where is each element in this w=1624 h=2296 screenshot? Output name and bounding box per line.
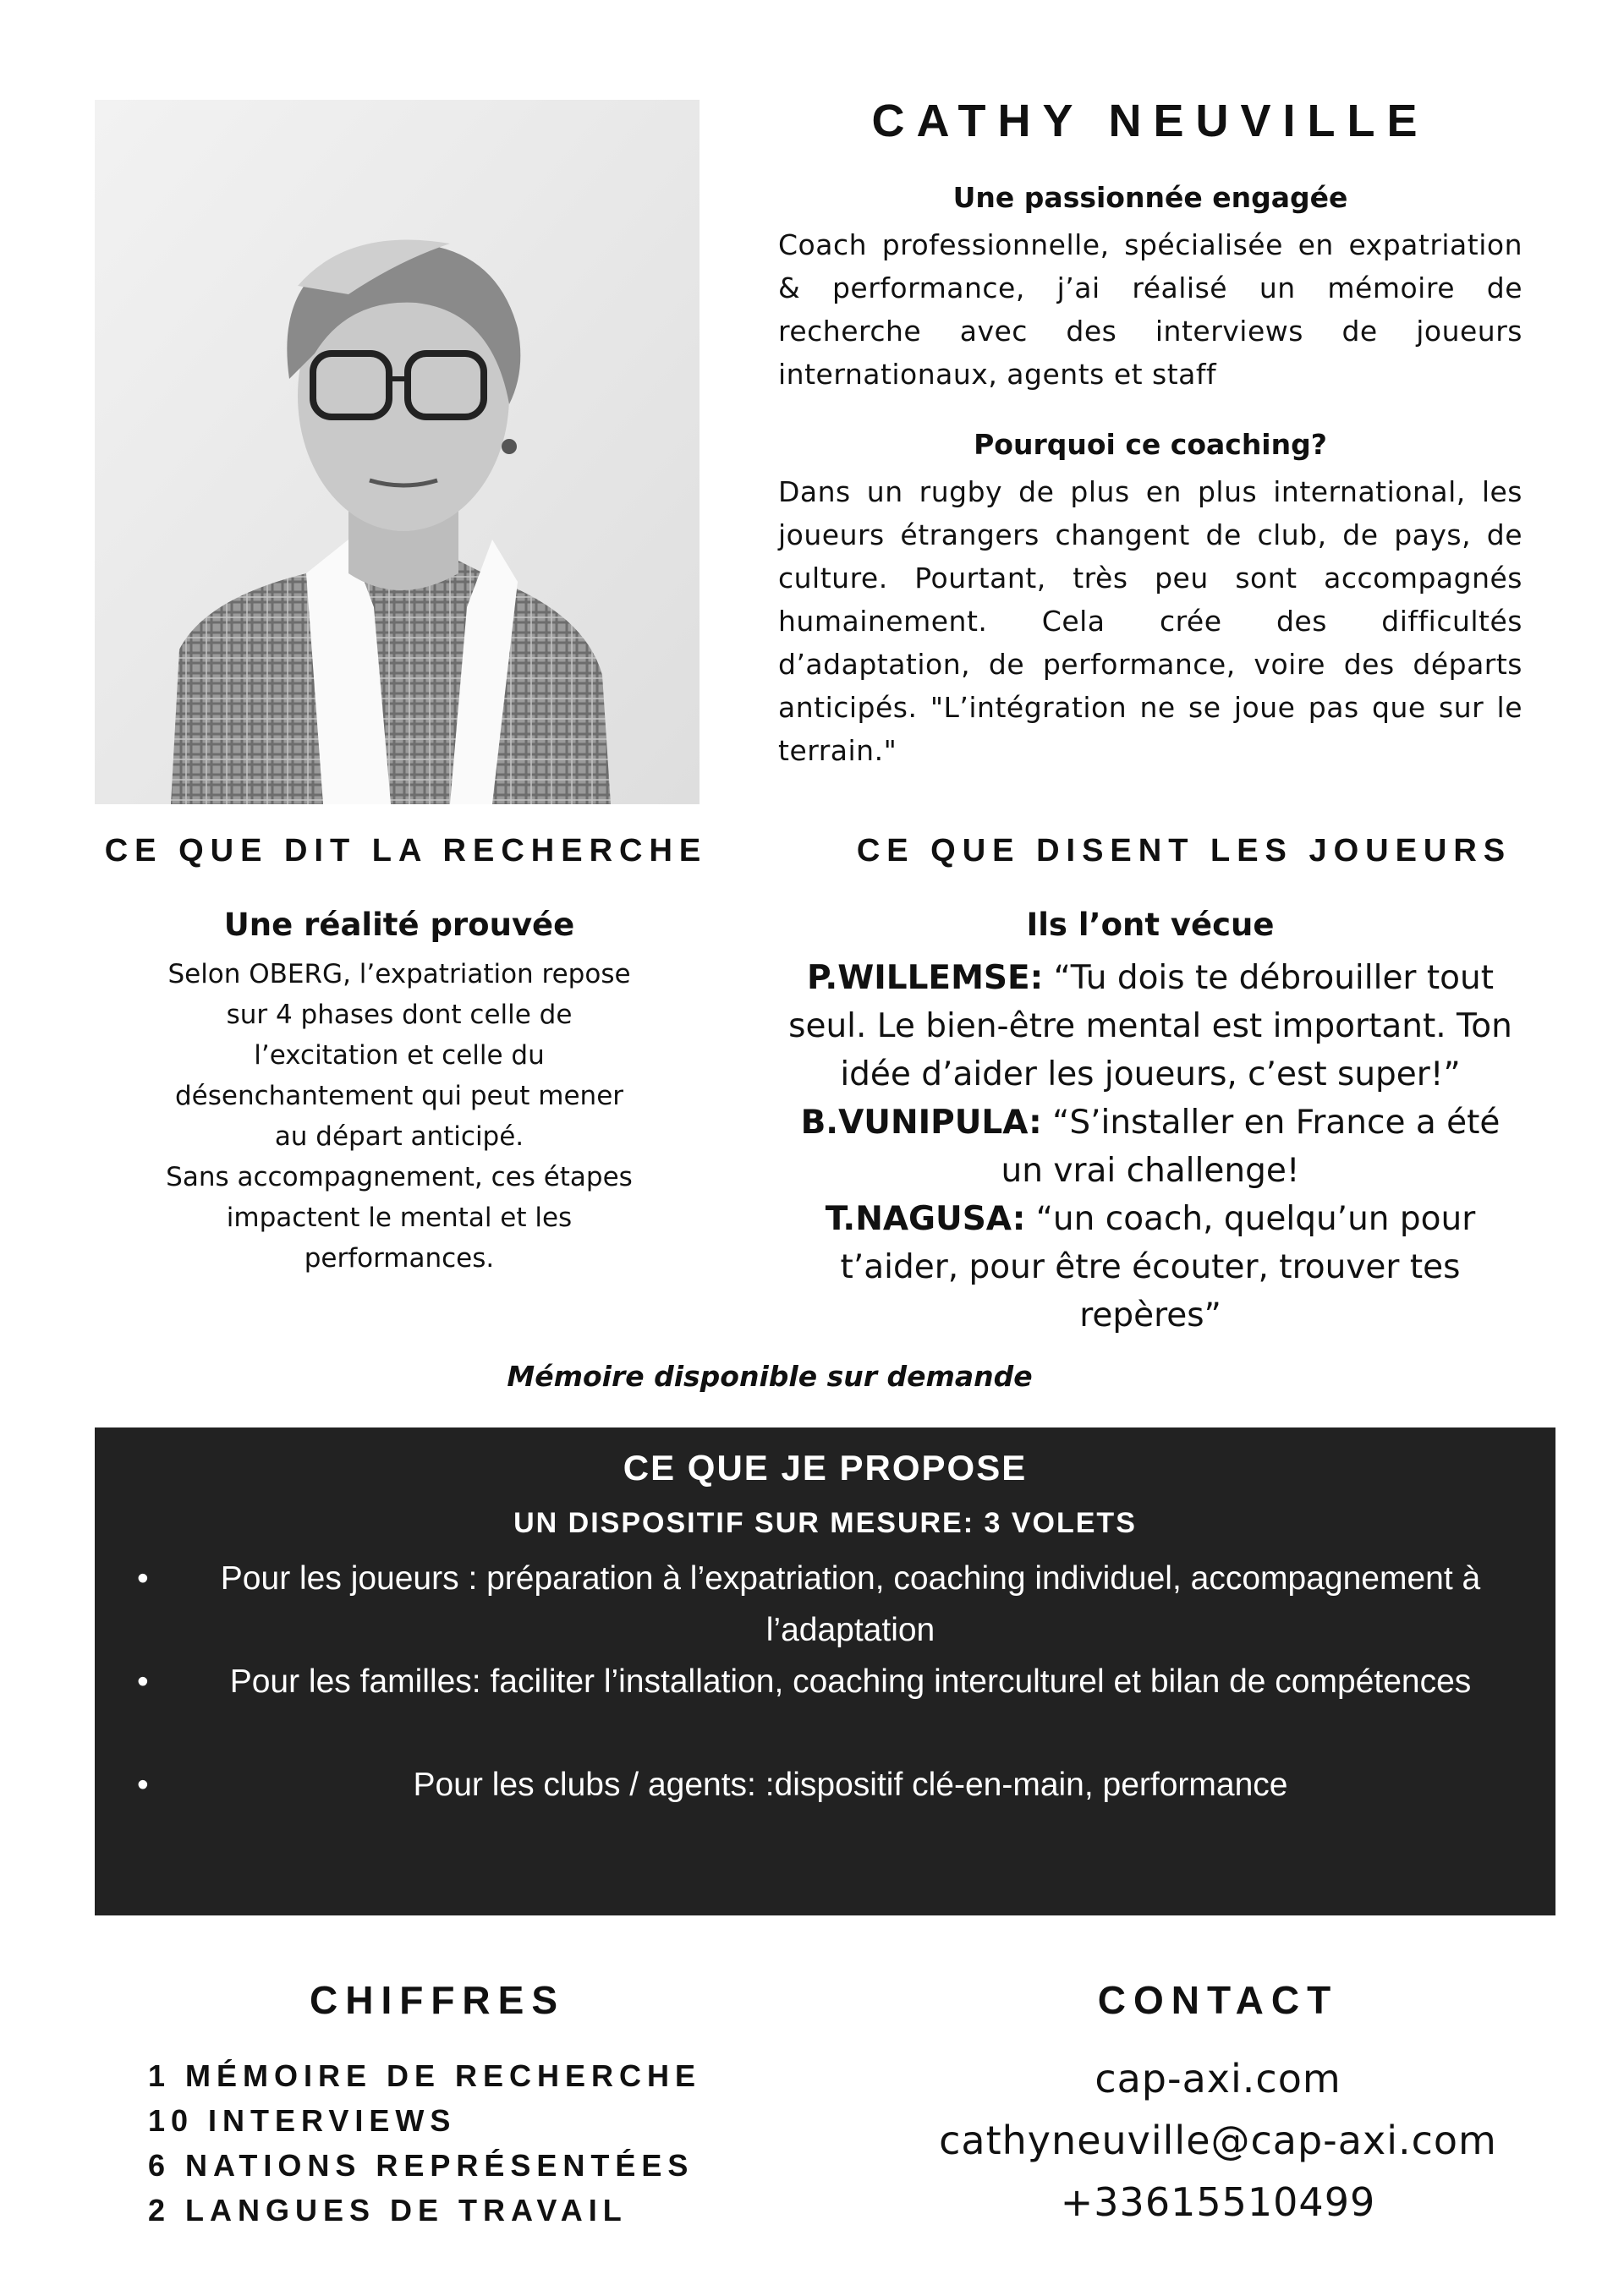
- research-line: sur 4 phases dont celle de: [226, 1000, 573, 1030]
- phone-number[interactable]: +33615510499: [1060, 2179, 1376, 2225]
- research-heading: Une réalité prouvée: [223, 907, 575, 943]
- quote-author: T.NAGUSA:: [825, 1200, 1026, 1238]
- proposal-item-text: Pour les familles: faciliter l’installation, coaching interculturel et bilan de compétences: [229, 1663, 1472, 1700]
- research-line: désenchantement qui peut mener: [174, 1081, 624, 1111]
- bullet-icon: •: [137, 1767, 149, 1803]
- quote-text: “Tu dois te débrouiller tout seul. Le bien-être mental est important. Ton idée d’aider les joueurs, c’est super!”: [788, 959, 1512, 1093]
- email-link[interactable]: cathyneuville@cap-axi.com: [939, 2118, 1497, 2163]
- chiffre-item: 6 NATIONS REPRÉSENTÉES: [148, 2148, 694, 2183]
- chiffre-item: 10 INTERVIEWS: [148, 2103, 457, 2138]
- player-quotes: [778, 954, 1522, 1340]
- research-line: performances.: [304, 1243, 495, 1274]
- bullet-icon: •: [137, 1560, 149, 1597]
- contact-details: [846, 2048, 1590, 2233]
- proposal-subtitle: UN DISPOSITIF SUR MESURE: 3 VOLETS: [513, 1507, 1137, 1539]
- quote-author: B.VUNIPULA:: [800, 1104, 1042, 1142]
- why-heading: Pourquoi ce coaching?: [974, 428, 1327, 461]
- quote-item: [778, 1099, 1522, 1195]
- proposal-item: [95, 1553, 1555, 1656]
- chiffres-title: CHIFFRES: [310, 1978, 565, 2022]
- research-line: Sans accompagnement, ces étapes: [166, 1162, 633, 1192]
- why-paragraph: Dans un rugby de plus en plus international, les joueurs étrangers changent de club, de pays, de culture. Pourtant, très peu sont accompagnés humainement. Cela crée des difficultés d’adaptation, de performance, voire des départs anticipés. "L’intégration ne se joue pas que sur le terrain.": [778, 475, 1522, 767]
- players-heading: Ils l’ont vécue: [1026, 907, 1275, 943]
- research-section-title: CE QUE DIT LA RECHERCHE: [104, 833, 708, 869]
- bullet-icon: •: [137, 1663, 149, 1700]
- portrait-photo: [95, 100, 700, 804]
- research-line: impactent le mental et les: [226, 1203, 573, 1233]
- memoire-note: Mémoire disponible sur demande: [507, 1360, 1033, 1393]
- proposal-item-text: Pour les joueurs : préparation à l’expatriation, coaching individuel, accompagnement à l’adaptation: [220, 1560, 1481, 1648]
- quote-item: [778, 954, 1522, 1099]
- quote-text: “un coach, quelqu’un pour t’aider, pour être écouter, trouver tes repères”: [840, 1200, 1476, 1334]
- profile-name: CATHY NEUVILLE: [871, 96, 1429, 146]
- proposal-list: [95, 1553, 1555, 1811]
- quote-item: [778, 1195, 1522, 1340]
- proposal-item: [95, 1656, 1555, 1707]
- research-paragraph: [95, 954, 704, 1279]
- research-line: au départ anticipé.: [274, 1121, 524, 1152]
- proposal-title: CE QUE JE PROPOSE: [623, 1448, 1028, 1488]
- proposal-panel: [95, 1427, 1555, 1915]
- proposal-item-text: Pour les clubs / agents: :dispositif clé-en-main, performance: [413, 1767, 1288, 1803]
- chiffres-list: [148, 2053, 791, 2233]
- about-heading: Une passionnée engagée: [952, 181, 1348, 214]
- chiffre-item: 1 MÉMOIRE DE RECHERCHE: [148, 2058, 702, 2093]
- quote-text: “S’installer en France a été un vrai challenge!: [1001, 1104, 1501, 1190]
- about-paragraph: Coach professionnelle, spécialisée en expatriation & performance, j’ai réalisé un mémoire de recherche avec des interviews de joueurs internationaux, agents et staff: [778, 228, 1522, 391]
- research-line: Selon OBERG, l’expatriation repose: [167, 959, 631, 989]
- players-section-title: CE QUE DISENT LES JOUEURS: [856, 833, 1512, 869]
- proposal-item: [95, 1759, 1555, 1811]
- contact-title: CONTACT: [1097, 1978, 1339, 2022]
- website-link[interactable]: cap-axi.com: [1095, 2056, 1341, 2101]
- research-line: l’excitation et celle du: [254, 1040, 545, 1071]
- quote-author: P.WILLEMSE:: [806, 959, 1044, 997]
- chiffre-item: 2 LANGUES DE TRAVAIL: [148, 2193, 628, 2228]
